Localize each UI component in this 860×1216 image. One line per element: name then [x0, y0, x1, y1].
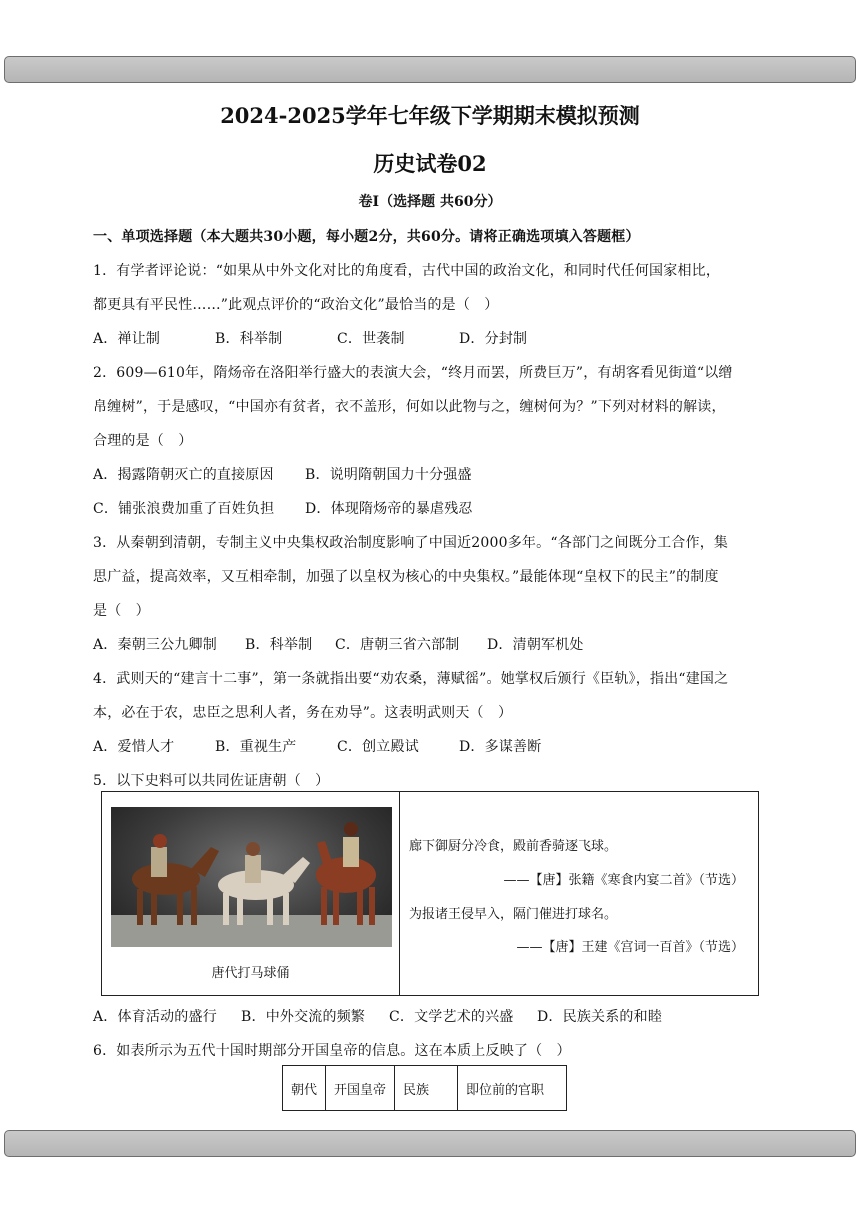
- q4-stem-line: 4．武则天的“建言十二事”，第一条就指出要“劝农桑，薄赋徭”。她掌权后颁行《臣轨》，指出“建国之: [93, 671, 729, 687]
- poem-source: ——【唐】王建《宫词一百首》（节选）: [516, 940, 744, 955]
- q2-options: [93, 498, 773, 518]
- q4-option-b[interactable]: B．重视生产: [215, 739, 297, 755]
- q5-option-b[interactable]: B．中外交流的频繁: [241, 1009, 366, 1025]
- q3-stem-line: 思广益，提高效率，又互相牵制，加强了以皇权为核心的中央集权。”最能体现“皇权下的民主”的制度: [93, 569, 719, 585]
- q1-option-b[interactable]: B．科举制: [215, 331, 283, 347]
- q1-option-d[interactable]: D．分封制: [459, 331, 528, 347]
- q3-options: [93, 634, 773, 654]
- q3-stem-line: 3．从秦朝到清朝，专制主义中央集权政治制度影响了中国近2000多年。“各部门之间既分工合作，集: [93, 535, 729, 551]
- header-band: [4, 56, 856, 83]
- poem-line: 廊下御厨分冷食，殿前香骑逐飞球。: [409, 839, 618, 854]
- q5-option-d[interactable]: D．民族关系的和睦: [537, 1009, 663, 1025]
- q5-options: [93, 1006, 773, 1026]
- q3-option-a[interactable]: A．秦朝三公九卿制: [93, 637, 217, 653]
- q5-option-a[interactable]: A．体育活动的盛行: [93, 1009, 217, 1025]
- q1-stem-line: 都更具有平民性……”此观点评价的“政治文化”最恰当的是（ ）: [93, 297, 499, 313]
- q3-option-d[interactable]: D．清朝军机处: [487, 637, 584, 653]
- table-header-cell: 即位前的官职: [458, 1066, 567, 1111]
- q4-option-a[interactable]: A．爱惜人才: [93, 739, 175, 755]
- q2-stem-line: 帛缠树”，于是感叹，“中国亦有贫者，衣不盖形，何如以此物与之，缠树何为？”下列对材料的解读，: [93, 399, 726, 415]
- table-header-cell: 开国皇帝: [326, 1066, 395, 1111]
- polo-figurines-image: [111, 807, 392, 947]
- q2-option-d[interactable]: D．体现隋炀帝的暴虐残忍: [305, 501, 473, 517]
- q2-options: [93, 464, 773, 484]
- q5-source-table: [101, 791, 759, 996]
- q3-option-c[interactable]: C．唐朝三省六部制: [335, 637, 460, 653]
- q1-options: [93, 328, 773, 348]
- footer-band: [4, 1130, 856, 1157]
- q3-option-b[interactable]: B．科举制: [245, 637, 313, 653]
- q5-stem-line: 5．以下史料可以共同佐证唐朝（ ）: [93, 773, 330, 789]
- q2-stem-line: 2．609—610年，隋炀帝在洛阳举行盛大的表演大会，“终月而罢，所费巨万”，有胡客看见街道“以缯: [93, 365, 733, 381]
- q4-option-c[interactable]: C．创立殿试: [337, 739, 419, 755]
- q4-options: [93, 736, 773, 756]
- polo-figurines-photo: [111, 807, 392, 947]
- q5-option-c[interactable]: C．文学艺术的兴盛: [389, 1009, 514, 1025]
- table-header-row: [283, 1066, 567, 1111]
- q5-poem-cell: [400, 792, 758, 995]
- q5-photo-cell: [102, 792, 400, 995]
- q3-stem-line: 是（ ）: [93, 603, 150, 619]
- q1-stem-line: 1．有学者评论说：“如果从中外文化对比的角度看，古代中国的政治文化，和同时代任何国家相比，: [93, 263, 721, 279]
- photo-caption: 唐代打马球俑: [211, 966, 290, 981]
- q2-option-a[interactable]: A．揭露隋朝灭亡的直接原因: [93, 467, 274, 483]
- poem-source: ——【唐】张籍《寒食内宴二首》（节选）: [503, 873, 744, 888]
- q6-info-table: [282, 1065, 567, 1111]
- exam-subtitle: 历史试卷02: [373, 151, 487, 176]
- section-heading: 一、单项选择题（本大题共30小题，每小题2分，共60分。请将正确选项填入答题框）: [93, 229, 640, 245]
- q1-option-c[interactable]: C．世袭制: [337, 331, 405, 347]
- q2-option-c[interactable]: C．铺张浪费加重了百姓负担: [93, 501, 275, 517]
- volume-heading: 卷Ⅰ（选择题 共60分）: [358, 194, 502, 210]
- table-header-cell: 朝代: [283, 1066, 326, 1111]
- q4-option-d[interactable]: D．多谋善断: [459, 739, 542, 755]
- table-header-cell: 民族: [395, 1066, 458, 1111]
- q2-stem-line: 合理的是（ ）: [93, 433, 193, 449]
- exam-title: 2024-2025学年七年级下学期期末模拟预测: [220, 103, 640, 128]
- q4-stem-line: 本，必在于农，忠臣之思利人者，务在劝导”。这表明武则天（ ）: [93, 705, 513, 721]
- q6-stem-line: 6．如表所示为五代十国时期部分开国皇帝的信息。这在本质上反映了（ ）: [93, 1043, 571, 1059]
- q1-option-a[interactable]: A．禅让制: [93, 331, 161, 347]
- q2-option-b[interactable]: B．说明隋朝国力十分强盛: [305, 467, 472, 483]
- poem-line: 为报诸王侵早入，隔门催进打球名。: [409, 907, 618, 922]
